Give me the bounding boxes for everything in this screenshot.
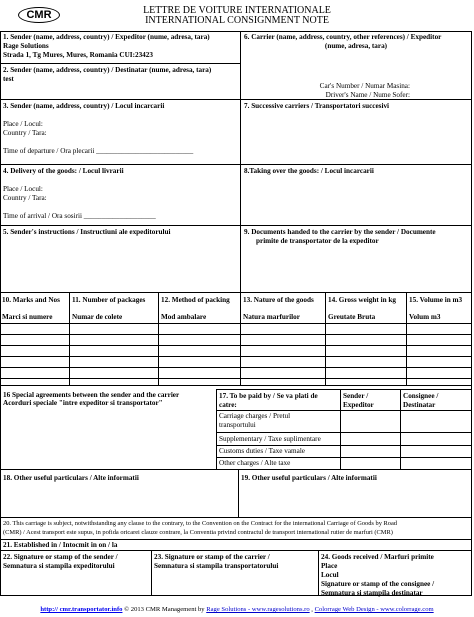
box5-label: 5. Sender's instructions / Instructiuni ale expeditorului	[3, 228, 171, 236]
col-sub-packages: Numar de colete	[72, 313, 123, 321]
charge-row-customs: Customs duties / Taxe vamale	[219, 447, 305, 455]
divider	[216, 432, 472, 433]
title-french: LETTRE DE VOITURE INTERNATIONALE	[143, 5, 331, 16]
divider	[0, 517, 472, 518]
footer-link-colorrage[interactable]: Colorrage Web Design - www.colorrage.com	[314, 606, 434, 613]
divider	[216, 445, 472, 446]
table-row[interactable]	[0, 345, 472, 346]
col-divider	[151, 550, 152, 596]
box19-label: 19. Other useful particulars / Alte informatii	[241, 474, 377, 482]
col-divider	[318, 550, 319, 596]
box24-place: Place	[321, 562, 338, 570]
col-sub-volume: Volum m3	[409, 313, 441, 321]
divider	[0, 550, 472, 551]
box1-value-line1[interactable]: Rage Solutions	[3, 42, 49, 50]
charge-row-other: Other charges / Alte taxe	[219, 459, 291, 467]
col-header-packing: 12. Method of packing	[161, 296, 230, 304]
box2-label: 2. Sender (name, address, country) / Destinatar (nume, adresa, tara)	[3, 66, 212, 74]
charge-row-supplementary: Supplementary / Taxe suplimentare	[219, 435, 321, 443]
box3-label: 3. Sender (name, address, country) / Locul incarcarii	[3, 102, 165, 110]
divider	[0, 99, 472, 100]
driver-name-label: Driver's Name / Nume Sofer:	[325, 91, 410, 99]
box23-line1: 23. Signature or stamp of the carrier /	[154, 553, 270, 561]
col-header-nature: 13. Nature of the goods	[243, 296, 314, 304]
col-header-packages: 11. Number of packages	[72, 296, 146, 304]
charge-row-carriage-line2: transportului	[219, 421, 256, 429]
box17-sender-line1: Sender /	[343, 392, 369, 400]
divider	[216, 457, 472, 458]
box1-label: 1. Sender (name, address, country) / Expeditor (nume, adresa, tara)	[3, 33, 210, 41]
box17-label-line1: 17. To be paid by / Se va plati de	[219, 392, 318, 400]
col-header-volume: 15. Volume in m3	[409, 296, 463, 304]
column-divider	[240, 31, 241, 385]
col-divider	[69, 292, 70, 385]
box3-place: Place / Locul:	[3, 120, 43, 128]
divider	[0, 225, 472, 226]
box17-consignee-line1: Consignee /	[403, 392, 439, 400]
col-sub-packing: Mod ambalare	[161, 313, 207, 321]
box4-time: Time of arrival / Ora sosirii ____________________	[3, 212, 156, 220]
box2-value[interactable]: test	[3, 75, 14, 83]
footer-text: © 2013 CMR Management by	[122, 606, 207, 613]
box18-label: 18. Other useful particulars / Alte informatii	[3, 474, 139, 482]
box17-sender-line2: Expeditor	[343, 401, 374, 409]
divider	[216, 410, 472, 411]
box7-label: 7. Successive carriers / Transportatori succesivi	[244, 102, 390, 110]
box16-label-line1: 16 Special agreements between the sender and the carrier	[3, 391, 180, 399]
box24-line4: Signature or stamp of the consignee /	[321, 580, 435, 588]
table-row[interactable]	[0, 334, 472, 335]
box17-label-line2: catre:	[219, 401, 237, 409]
footer-link-cmr[interactable]: http:// cmr.transportator.info	[40, 606, 123, 613]
col-sub-marks: Marci si numere	[2, 313, 53, 321]
table-row[interactable]	[0, 378, 472, 379]
divider	[0, 469, 472, 470]
box6-label-line1: 6. Carrier (name, address, country, other references) / Expeditor	[244, 33, 442, 41]
box22-line2: Semnatura si stampila expeditorului	[3, 562, 115, 570]
box20-line2: (CMR) / Acest transport este supus, in pofida oricarei clauze contrare, la Conventia privind contractul de transport international rutier de marfuri (CMR)	[3, 529, 393, 536]
col-header-weight: 14. Gross weight in kg	[328, 296, 396, 304]
box24-line5: Semnatura si stampila destinatar	[321, 589, 423, 597]
divider	[0, 539, 472, 540]
box17-consignee-line2: Destinatar	[403, 401, 436, 409]
charge-row-carriage: Carriage charges / Pretul	[219, 412, 291, 420]
box23-line2: Semnatura si stampila transportatorului	[154, 562, 279, 570]
box9-label-line2: primite de transportator de la expeditor	[256, 237, 379, 245]
divider	[0, 385, 472, 386]
box22-line1: 22. Signature or stamp of the sender /	[3, 553, 118, 561]
col-sub-nature: Natura marfurilor	[243, 313, 300, 321]
footer-separator: ,	[309, 606, 315, 613]
col-divider	[406, 292, 407, 385]
box3-country: Country / Tara:	[3, 129, 47, 137]
title-english: INTERNATIONAL CONSIGNMENT NOTE	[145, 15, 329, 26]
divider	[0, 164, 472, 165]
box1-value-line2[interactable]: Strada 1, Tg Mures, Mures, Romania CUI:23423	[3, 51, 153, 59]
col-header-marks: 10. Marks and Nos	[2, 296, 60, 304]
box8-label: 8.Taking over the goods: / Locul incarcarii	[244, 167, 374, 175]
box20-line1: 20. This carriage is subject, notwithstanding any clause to the contrary, to the Convention on the Contract for the international Carriage of Goods by Road	[3, 520, 397, 527]
box6-label-line2: (nume, adresa, tara)	[324, 42, 388, 50]
car-number-label: Car's Number / Numar Masina:	[319, 82, 410, 90]
divider	[216, 389, 472, 390]
footer-link-ragesolutions[interactable]: Rage Solutions - www.ragesolutions.ro	[206, 606, 310, 613]
table-row[interactable]	[0, 356, 472, 357]
form-frame	[0, 31, 472, 596]
col-divider	[325, 292, 326, 385]
table-row[interactable]	[0, 367, 472, 368]
box4-label: 4. Delivery of the goods: / Locul livrarii	[3, 167, 124, 175]
box24-locul: Locul	[321, 571, 339, 579]
divider	[0, 292, 472, 293]
box16-label-line2: Acorduri speciale "intre expeditor si transportator"	[3, 399, 163, 407]
col-divider	[158, 292, 159, 385]
box24-line1: 24. Goods received / Marfuri primite	[321, 553, 434, 561]
box4-country: Country / Tara:	[3, 194, 47, 202]
box4-place: Place / Locul:	[3, 185, 43, 193]
col-sub-weight: Greutate Bruta	[328, 313, 376, 321]
box21-label[interactable]: 21. Established in / Intocmit in on / la	[3, 541, 118, 549]
box9-label-line1: 9. Documents handed to the carrier by the sender / Documente	[244, 228, 436, 236]
table-row[interactable]	[0, 323, 472, 324]
col-divider	[238, 469, 239, 517]
box3-time: Time of departure / Ora plecarii ___________________________	[3, 147, 194, 155]
divider	[0, 63, 240, 64]
cmr-logo: CMR	[18, 7, 60, 23]
footer	[0, 606, 474, 614]
